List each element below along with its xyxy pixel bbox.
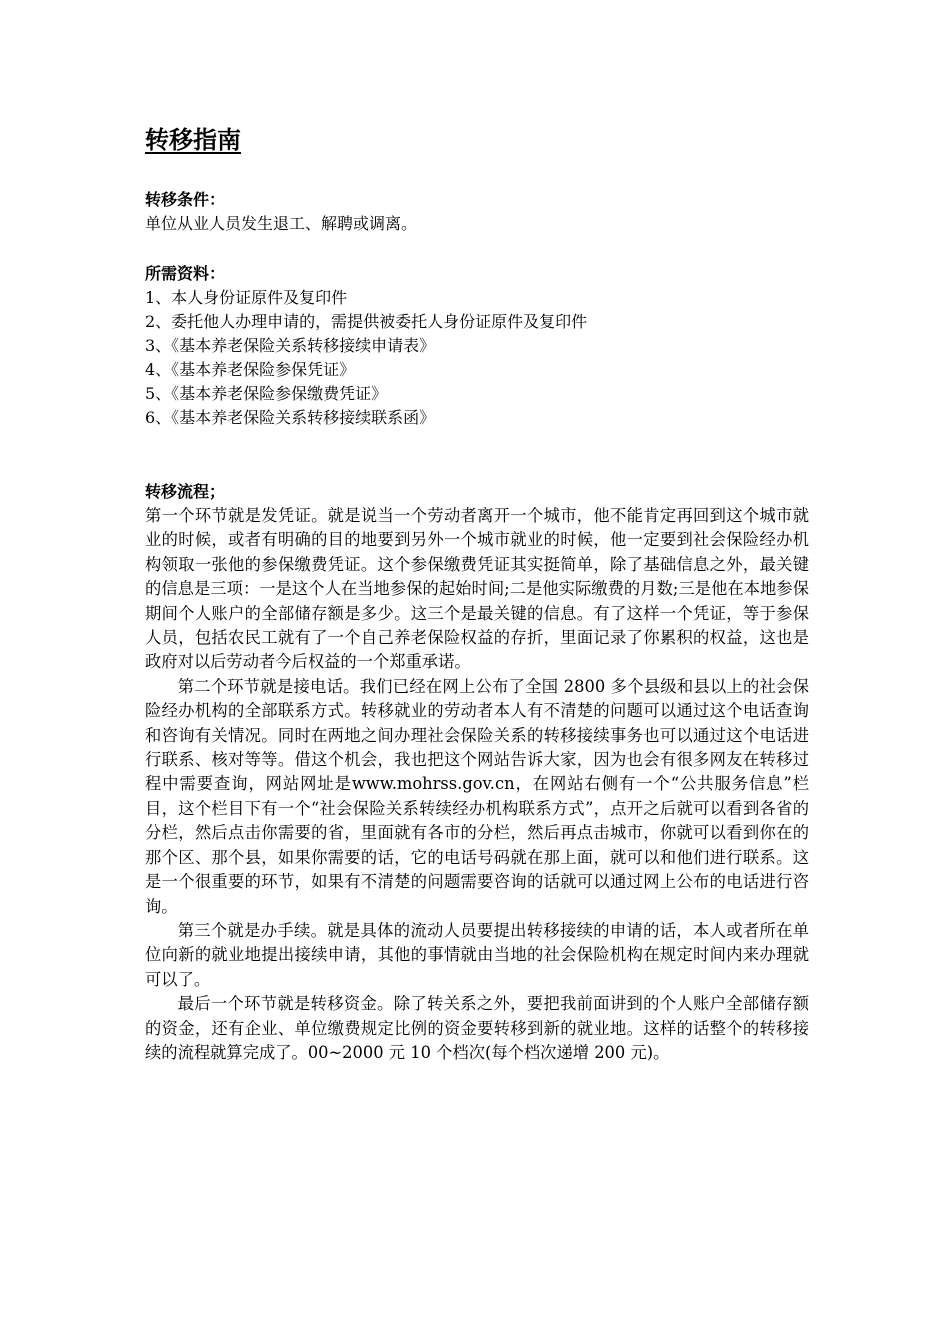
document-page (145, 118, 809, 1065)
page-title: 转移指南 (145, 126, 241, 154)
transfer-process-section (145, 480, 809, 1065)
materials-item: 4、《基本养老保险参保凭证》 (145, 360, 356, 379)
materials-item: 5、《基本养老保险参保缴费凭证》 (145, 384, 388, 403)
materials-item: 6、《基本养老保险关系转移接续联系函》 (145, 408, 436, 427)
process-paragraph: 第二个环节就是接电话。我们已经在网上公布了全国 2800 多个县级和县以上的社会保险经办机构的全部联系方式。转移就业的劳动者本人有不清楚的问题可以通过这个电话查询和咨询有关情况。同时在两地之间办理社会保险关系的转移接续事务也可以通过这个电话进行联系、核对等等。借这个机会，我也把这个网站告诉大家，因为也会有很多网友在转移过程中需要查询，网站网址是www.mohrss.gov.cn，在网站右侧有一个“公共服务信息”栏目，这个栏目下有一个“社会保险关系转续经办机构联系方式”，点开之后就可以看到各省的分栏，然后点击你需要的省，里面就有各市的分栏，然后再点击城市，你就可以看到你在的那个区、那个县，如果你需要的话，它的电话号码就在那上面，就可以和他们进行联系。这是一个很重要的环节，如果有不清楚的问题需要咨询的话就可以通过网上公布的电话进行咨询。 (145, 676, 809, 916)
materials-item: 2、委托他人办理申请的，需提供被委托人身份证原件及复印件 (145, 312, 588, 331)
spacer (145, 430, 809, 480)
materials-item: 1、本人身份证原件及复印件 (145, 288, 348, 307)
transfer-conditions-section (145, 188, 809, 236)
materials-heading: 所需资料： (145, 264, 226, 283)
process-paragraph: 第三个就是办手续。就是具体的流动人员要提出转移接续的申请的话，本人或者所在单位向新的就业地提出接续申请，其他的事情就由当地的社会保险机构在规定时间内来办理就可以了。 (145, 920, 809, 989)
process-paragraph: 最后一个环节就是转移资金。除了转关系之外，要把我前面讲到的个人账户全部储存额的资金，还有企业、单位缴费规定比例的资金要转移到新的就业地。这样的话整个的转移接续的流程就算完成了。00~2000 元 10 个档次(每个档次递增 200 元)。 (145, 994, 809, 1062)
required-materials-section (145, 262, 809, 430)
conditions-heading: 转移条件： (145, 190, 226, 209)
process-paragraph: 第一个环节就是发凭证。就是说当一个劳动者离开一个城市，他不能肯定再回到这个城市就业的时候，或者有明确的目的地要到另外一个城市就业的时候，他一定要到社会保险经办机构领取一张他的参保缴费凭证。这个参保缴费凭证其实挺简单，除了基础信息之外，最关键的信息是三项：一是这个人在当地参保的起始时间;二是他实际缴费的月数;三是他在本地参保期间个人账户的全部储存额是多少。这三个是最关键的信息。有了这样一个凭证，等于参保人员，包括农民工就有了一个自己养老保险权益的存折，里面记录了你累积的权益，这也是政府对以后劳动者今后权益的一个郑重承诺。 (145, 506, 809, 672)
process-heading: 转移流程； (145, 482, 226, 501)
conditions-text: 单位从业人员发生退工、解聘或调离。 (145, 214, 418, 233)
spacer (145, 236, 809, 262)
materials-item: 3、《基本养老保险关系转移接续申请表》 (145, 336, 436, 355)
